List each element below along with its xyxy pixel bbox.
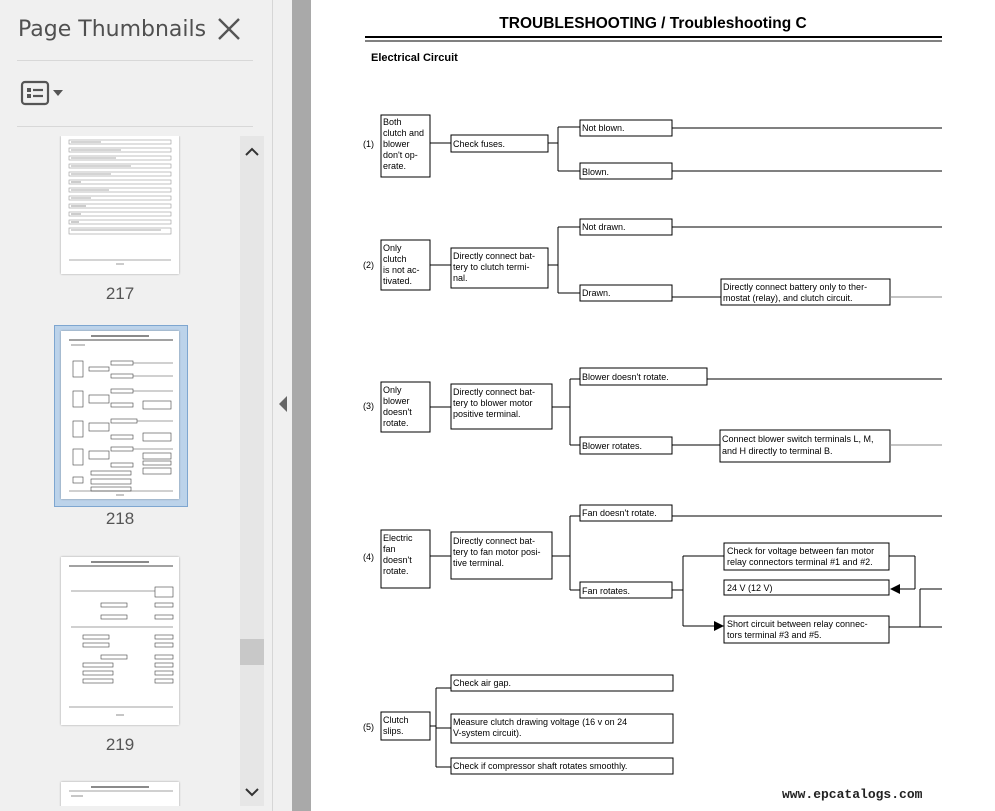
- symptom-text: Only clutch is not ac- tivated.: [383, 243, 420, 286]
- thumbnail-page-217[interactable]: [61, 136, 179, 274]
- thumbnail-label-217: 217: [105, 284, 135, 303]
- voltage-label: 24 V (12 V): [727, 583, 773, 593]
- result-text: Drawn.: [582, 288, 611, 298]
- close-icon[interactable]: [216, 16, 242, 42]
- result-text: Not drawn.: [582, 222, 626, 232]
- thumbnail-page-219[interactable]: [61, 557, 179, 725]
- followup-text: Connect blower switch terminals L, M, and H directly to terminal B.: [722, 434, 874, 456]
- followup-text: Directly connect battery only to ther- mostat (relay), and clutch circuit.: [723, 282, 868, 303]
- symptom-text: Clutch slips.: [383, 715, 409, 736]
- thumbnail-label-219: 219: [105, 735, 135, 754]
- panel-title: Page Thumbnails: [18, 17, 207, 42]
- document-page: [311, 0, 995, 811]
- case-number-5: (5): [363, 722, 374, 732]
- case-number-4: (4): [363, 552, 374, 562]
- check-text: Check fuses.: [453, 139, 506, 149]
- followup-text: Check for voltage between fan motor relay connectors terminal #1 and #2.: [727, 546, 875, 567]
- divider: [17, 60, 253, 61]
- check-text: Directly connect bat- tery to fan motor posi- tive terminal.: [453, 536, 541, 568]
- collapse-panel-icon[interactable]: [276, 394, 290, 414]
- case-number-3: (3): [363, 401, 374, 411]
- result-text: Fan rotates.: [582, 586, 631, 596]
- check-text: Directly connect bat- tery to clutch termi- nal.: [453, 251, 536, 283]
- thumbnail-label-218: 218: [105, 509, 135, 528]
- check-text: Measure clutch drawing voltage (16 v on 24 V-system circuit).: [453, 717, 628, 738]
- thumbnail-options-icon[interactable]: [20, 80, 66, 106]
- result-text: Not blown.: [582, 123, 625, 133]
- check-text: Check air gap.: [453, 678, 512, 688]
- scroll-down-icon[interactable]: [240, 780, 264, 804]
- chevron-down-icon: [53, 90, 63, 96]
- thumbnail-scrollbar[interactable]: [240, 136, 264, 806]
- page-header: TROUBLESHOOTING / Troubleshooting C: [499, 15, 807, 32]
- scrollbar-thumb[interactable]: [240, 639, 264, 665]
- symptom-text: Both clutch and blower don't op- erate.: [383, 117, 425, 171]
- case-number-1: (1): [363, 139, 374, 149]
- case-number-2: (2): [363, 260, 374, 270]
- check-text: Check if compressor shaft rotates smoothly.: [453, 761, 628, 771]
- watermark: www.epcatalogs.com: [782, 787, 923, 802]
- result-text: Fan doesn't rotate.: [582, 508, 657, 518]
- symptom-text: Electric fan doesn't rotate.: [383, 533, 413, 576]
- check-text: Directly connect bat- tery to blower motor positive terminal.: [453, 387, 536, 419]
- thumbnails-panel: [0, 0, 273, 811]
- followup-text: Short circuit between relay connec- tors terminal #3 and #5.: [727, 619, 868, 640]
- scroll-up-icon[interactable]: [240, 140, 264, 164]
- result-text: Blower doesn't rotate.: [582, 372, 669, 382]
- thumbnail-page-218[interactable]: [61, 331, 179, 499]
- section-title: Electrical Circuit: [371, 52, 458, 64]
- result-text: Blown.: [582, 167, 610, 177]
- thumbnail-list: [0, 136, 240, 806]
- result-text: Blower rotates.: [582, 441, 643, 451]
- divider: [17, 126, 253, 127]
- thumbnail-page-220[interactable]: [61, 782, 179, 806]
- symptom-text: Only blower doesn't rotate.: [383, 385, 412, 428]
